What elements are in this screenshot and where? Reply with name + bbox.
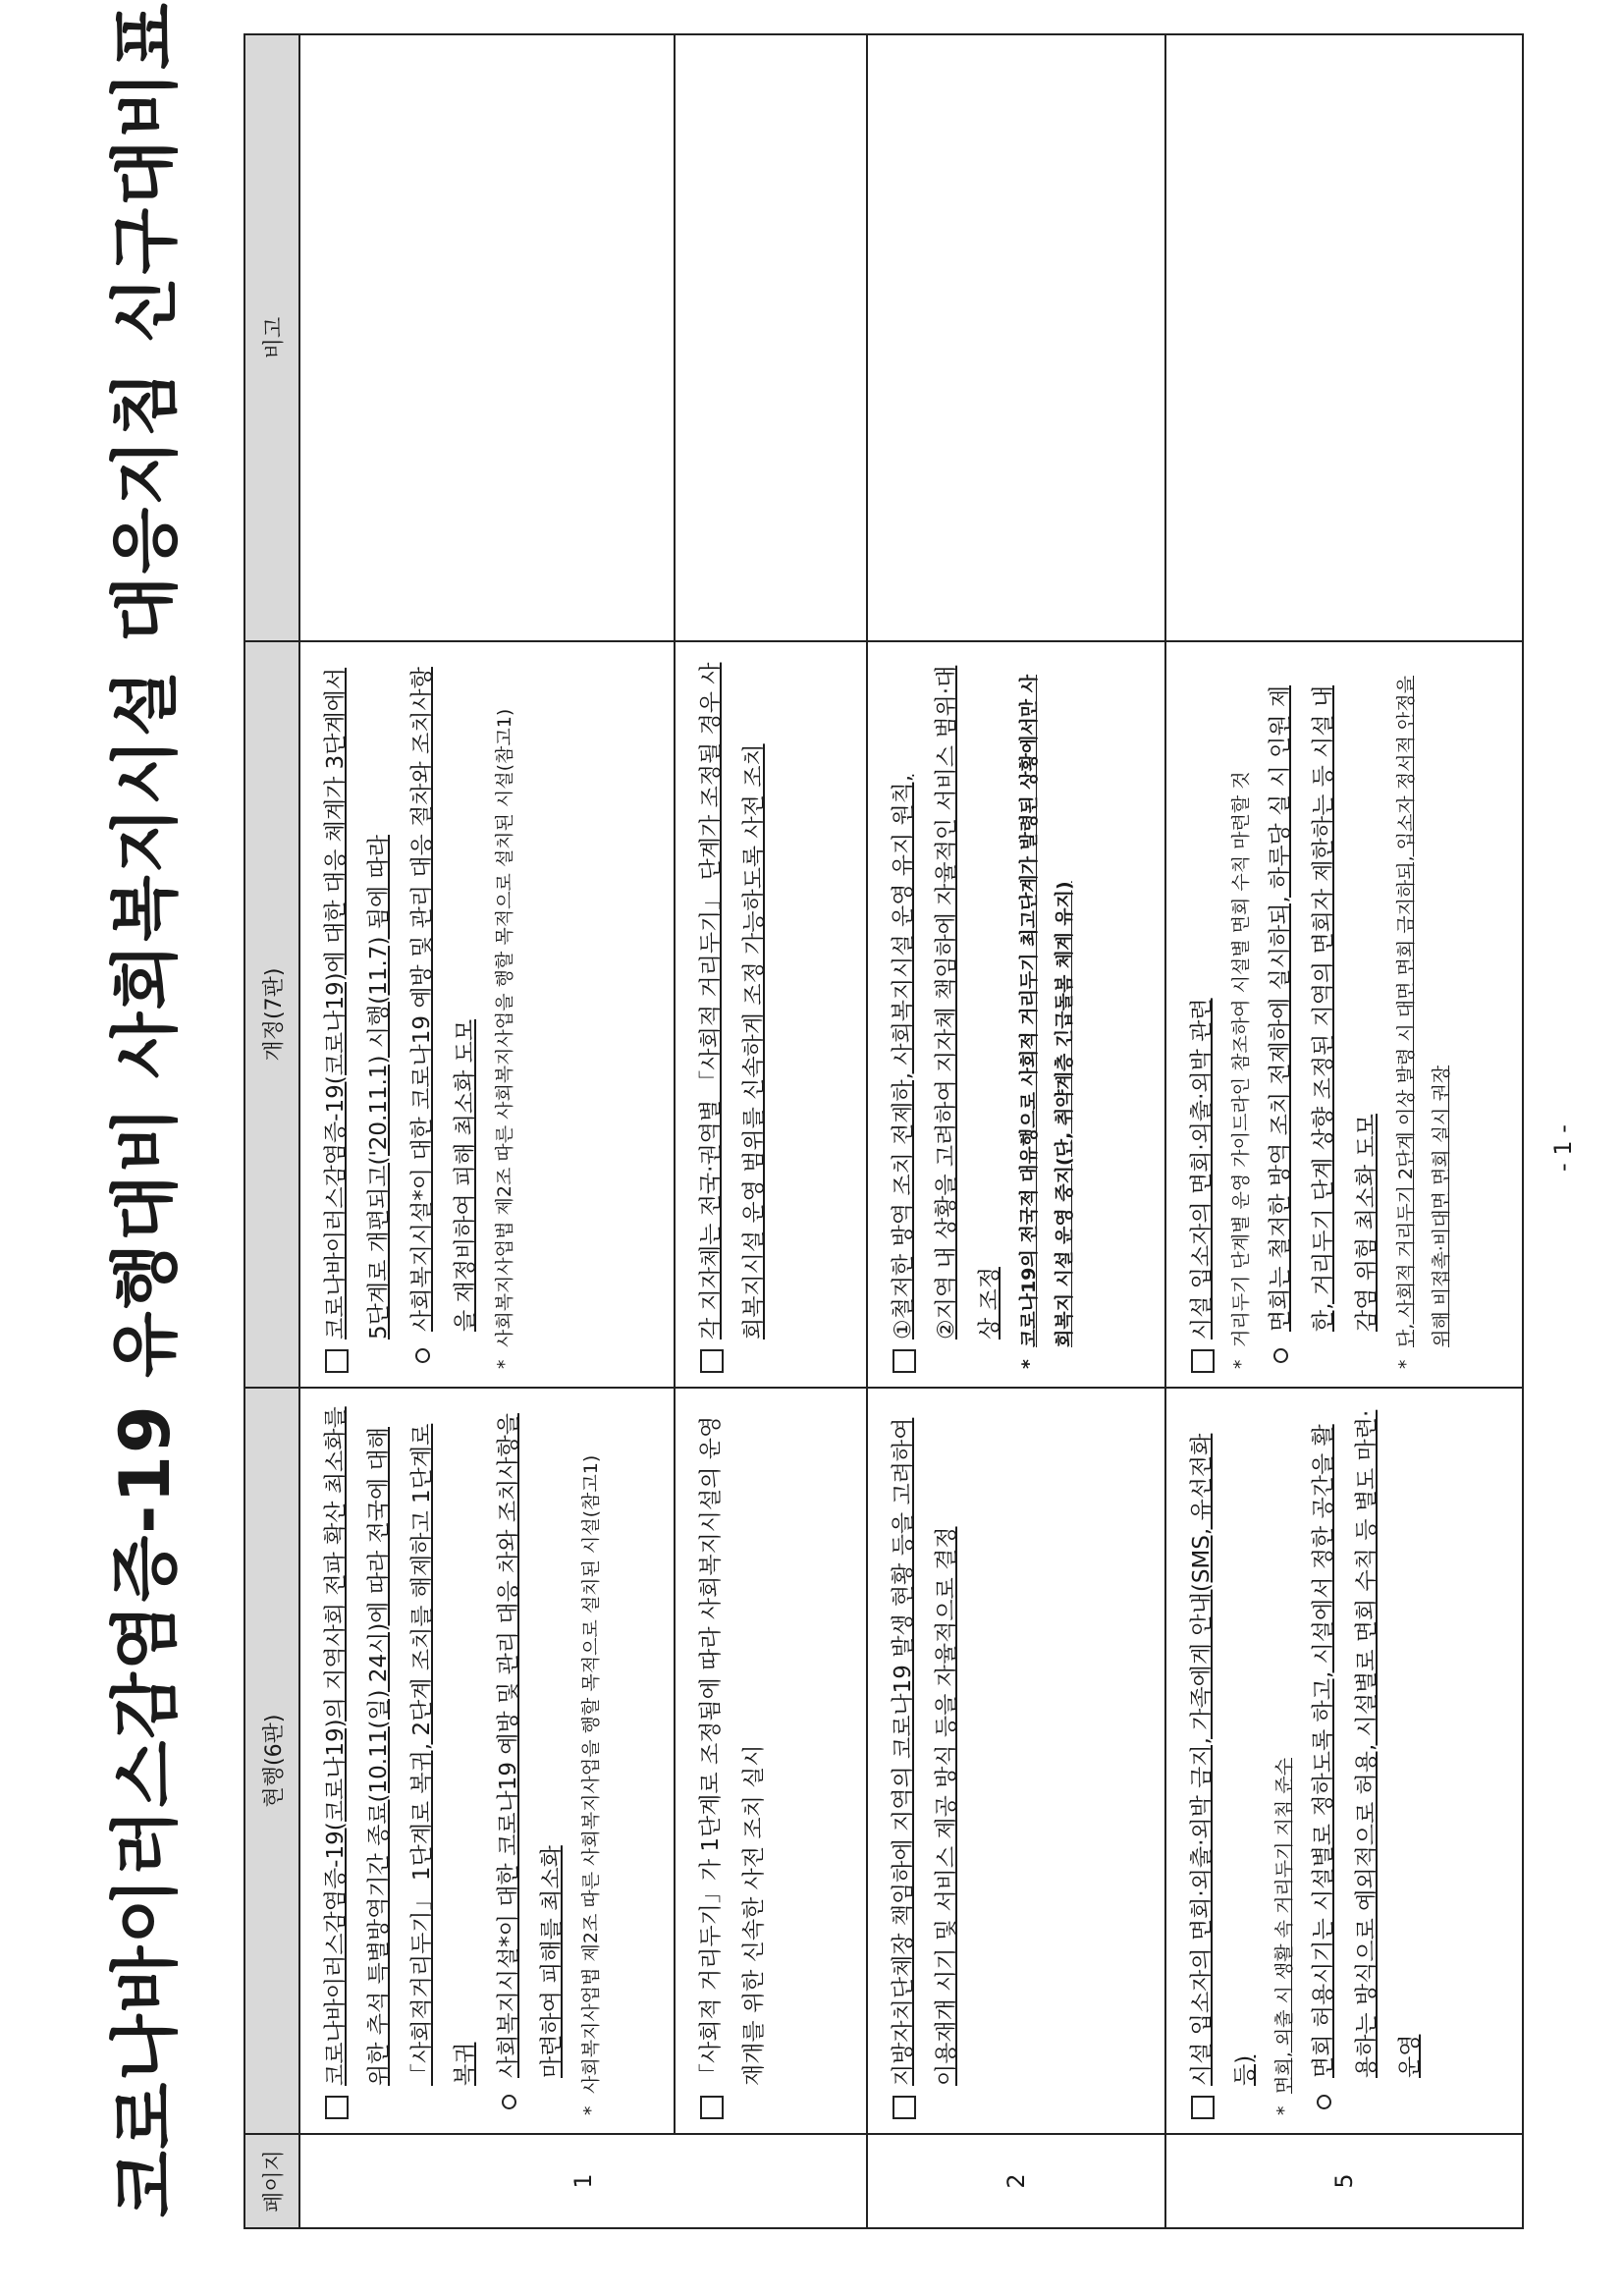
footnote bbox=[487, 658, 522, 1369]
item-text: ①철저한 방역 조치 전제하, 사회복지시설 운영 유지 원칙, bbox=[891, 774, 916, 1339]
footnote bbox=[573, 1404, 609, 2115]
table-row bbox=[1165, 34, 1523, 2228]
comparison-table bbox=[243, 33, 1524, 2229]
table-header-row bbox=[244, 34, 299, 2228]
asterisk-icon: * bbox=[494, 1359, 515, 1369]
list-item bbox=[1259, 658, 1388, 1365]
checkbox-square-icon bbox=[1191, 2096, 1215, 2119]
item-text: 코로나바이러스감염증-19(코로나19)에 대한 대응 체계가 3단계에서 5단계로 개편되고('20.11.1) 시행(11.7) 됨에 따라 bbox=[323, 667, 392, 1339]
list-item bbox=[1180, 1404, 1267, 2119]
revised-cell bbox=[1165, 641, 1523, 1388]
checkbox-square-icon bbox=[325, 1349, 349, 1373]
header-page: 페이지 bbox=[244, 2134, 299, 2228]
item-text: 사회복지시설*이 대한 코로나19 예방 및 관리 대응 절차와 조치사항을 재정비하여 피해 최소화 도모 bbox=[409, 667, 478, 1332]
header-remark: 비고 bbox=[244, 34, 299, 641]
item-text: 「사회적 거리두기」가 1단계로 조정됨에 따라 사회복지시설의 운영 재개를 위한 신속한 사전 조치 실시 bbox=[698, 1415, 767, 2086]
header-current: 현행(6판) bbox=[244, 1388, 299, 2134]
footnote-text: 코로나19의 전국적 대유행으로 사회적 거리두기 최고단계가 발령된 상황에서만 사회복지 시설 운영 중지(단, 취약계층 긴급돌봄 체계 유지) bbox=[1018, 674, 1075, 1347]
footnote bbox=[1267, 1404, 1302, 2115]
remark-cell bbox=[675, 34, 867, 641]
current-cell bbox=[1165, 1388, 1523, 2134]
circle-bullet-icon bbox=[1317, 2095, 1331, 2109]
header-revised: 개정(7판) bbox=[244, 641, 299, 1388]
list-item bbox=[314, 658, 401, 1373]
footnote bbox=[1223, 658, 1259, 1369]
checkbox-square-icon bbox=[893, 1349, 916, 1373]
item-text: 시설 입소자의 면회·외출·외박 관련 bbox=[1189, 998, 1215, 1339]
footnote-text: 거리두기 단계별 운영 가이드라인 참조하여 시설별 면회 수칙 마련할 것 bbox=[1230, 771, 1252, 1347]
list-item bbox=[314, 1404, 487, 2119]
list-item bbox=[689, 658, 776, 1373]
circle-bullet-icon bbox=[415, 1348, 430, 1363]
footnote-text: 사회복지사업법 제2조 따른 사회복지사업을 행할 목적으로 설치된 시설(참고1) bbox=[580, 1454, 602, 2094]
page-number: - 1 - bbox=[1549, 1124, 1577, 1172]
remark-cell bbox=[299, 34, 675, 641]
current-cell bbox=[299, 1388, 675, 2134]
checkbox-square-icon bbox=[893, 2096, 916, 2119]
revised-cell bbox=[675, 641, 867, 1388]
revised-cell bbox=[299, 641, 675, 1388]
asterisk-icon: * bbox=[1018, 1359, 1040, 1369]
page-cell: 1 bbox=[299, 2134, 867, 2228]
list-item bbox=[487, 1404, 573, 2111]
list-item bbox=[882, 658, 1011, 1373]
list-item bbox=[689, 1404, 776, 2119]
asterisk-icon: * bbox=[1395, 1359, 1417, 1369]
table-row bbox=[675, 34, 867, 2228]
item-text: 각 지자체는 전국·권역별 「사회적 거리두기」 단계가 조정될 경우 사회복지시설 운영 범위를 신속하게 조정 가능하도록 사전 조치 bbox=[698, 662, 767, 1339]
item-text: ②지역 내 상황을 고려하여 지자체 책임하에 자율적인 서비스 범위·대상 조정 bbox=[934, 665, 1002, 1339]
footnote-text: 단, 사회적 거리두기 2단계 이상 발령 시 대면 면회 금지하되, 입소자 정서적 안정을 위해 비접촉·비대면 면회 실시 권장 bbox=[1395, 676, 1452, 1347]
list-item bbox=[1180, 658, 1223, 1373]
item-text: 사회복지시설*이 대한 코로나19 예방 및 관리 대응 차와 조치사항을 마련하여 피해를 최소화 bbox=[496, 1413, 565, 2078]
item-text: 코로나바이러스감염증-19(코로나19)의 지역사회 전파 확산 최소화를 위한 추석 특별방역기간 종료(10.11(일) 24시)에 따라 전국에 대해 「사회적거리두기」 1단계로 복귀, 2단계 조치를 해제하고 1단계로 복귀 bbox=[323, 1406, 478, 2086]
document-title: 코로나바이러스감염증-19 유행대비 사회복지시설 대응지침 신구대비표 bbox=[105, 1, 186, 2217]
footnote bbox=[1011, 658, 1082, 1369]
circle-bullet-icon bbox=[502, 2095, 516, 2109]
asterisk-icon: * bbox=[580, 2105, 602, 2115]
page-cell: 2 bbox=[867, 2134, 1165, 2228]
asterisk-icon: * bbox=[1230, 1359, 1252, 1369]
footnote bbox=[1388, 658, 1459, 1369]
footnote-text: 면회, 외출 시 생활 속 거리두기 지침 준수 bbox=[1273, 1758, 1295, 2094]
item-text: 면회는 철저한 방역 조치 전제하에 실시하되, 하루당 실 시 인원 제한, 거리두기 단계 상향 조정된 지역의 면회자 제한하는 등 시설 내 감염 위험 최소화 도모 bbox=[1268, 684, 1380, 1332]
checkbox-square-icon bbox=[700, 2096, 724, 2119]
remark-cell bbox=[867, 34, 1165, 641]
list-item bbox=[1302, 1404, 1432, 2111]
page-cell: 5 bbox=[1165, 2134, 1523, 2228]
item-text: 면회 허용시기는 시설별로 정하도록 하고, 시설에서 정한 공간을 활용하는 방식으로 예외적으로 허용, 시설별로 면회 수칙 등 별도 마련·운영 bbox=[1311, 1409, 1423, 2078]
current-cell bbox=[675, 1388, 867, 2134]
item-text: 시설 입소자의 면회·외출·외박 금지, 가족에게 안내(SMS, 유선전화 등) bbox=[1189, 1433, 1258, 2086]
item-text: 지방자치단체장 책임하에 지역의 코로나19 발생 현황 등을 고려하여 이용재개 시기 및 서비스 제공 방식 등을 자율적으로 결정 bbox=[891, 1417, 959, 2086]
asterisk-icon: * bbox=[1273, 2105, 1295, 2115]
table-row bbox=[867, 34, 1165, 2228]
footnote-text: 사회복지사업법 제2조 따른 사회복지사업을 행할 목적으로 설치된 시설(참고1) bbox=[494, 708, 515, 1347]
checkbox-square-icon bbox=[325, 2096, 349, 2119]
checkbox-square-icon bbox=[700, 1349, 724, 1373]
circle-bullet-icon bbox=[1273, 1348, 1288, 1363]
remark-cell bbox=[1165, 34, 1523, 641]
revised-cell bbox=[867, 641, 1165, 1388]
list-item bbox=[401, 658, 487, 1365]
list-item bbox=[882, 1404, 968, 2119]
table-row bbox=[299, 34, 675, 2228]
current-cell bbox=[867, 1388, 1165, 2134]
checkbox-square-icon bbox=[1191, 1349, 1215, 1373]
